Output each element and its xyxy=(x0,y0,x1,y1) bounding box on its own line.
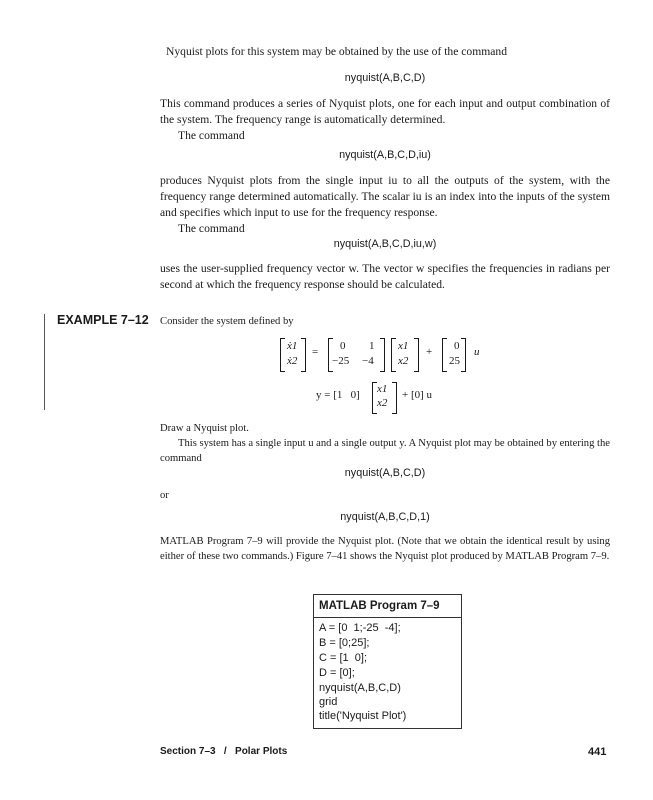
state-plus: + xyxy=(426,346,433,358)
command-nyquist-iu: nyquist(A,B,C,D,iu) xyxy=(339,149,431,161)
intro-p2-text: produces Nyquist plots from the single input iu to all the outputs of the system, with the frequency range determined automatically. The scalar iu is an index into the inputs of the system and specifies which input to use for the frequency response. xyxy=(160,174,610,219)
example-command-1: nyquist(A,B,C,D) xyxy=(344,467,426,479)
intro-paragraph-3: uses the user-supplied frequency vector w. The vector w specifies the frequencies in radians per second at which the frequency response should be calculated. xyxy=(160,262,610,291)
program-line: D = [0]; xyxy=(319,667,355,679)
example-margin-rule xyxy=(44,314,45,410)
intro-lead: Nyquist plots for this system may be obtained by the use of the command xyxy=(166,45,507,58)
intro-paragraph-1 xyxy=(160,96,610,144)
matlab-program-title: MATLAB Program 7–9 xyxy=(314,595,461,618)
command-nyquist-iu-w: nyquist(A,B,C,D,iu,w) xyxy=(333,238,437,250)
matlab-program-box xyxy=(313,594,462,729)
output-rhs: + [0] u xyxy=(402,389,433,401)
state-equals: = xyxy=(312,346,319,358)
out-x2: x2 xyxy=(377,397,388,409)
input-u: u xyxy=(474,346,480,358)
program-line: nyquist(A,B,C,D) xyxy=(319,682,401,694)
example-task: Draw a Nyquist plot. xyxy=(160,423,249,434)
program-line: C = [1 0]; xyxy=(319,652,367,664)
example-paragraph-2: MATLAB Program 7–9 will provide the Nyquist plot. (Note that we obtain the identical result by using either of these two commands.) Figure 7–41 shows the Nyquist plot produced by MATLAB Program 7–9. xyxy=(160,536,610,562)
a21: −25 xyxy=(332,355,350,367)
x1: x1 xyxy=(398,340,409,352)
intro-paragraph-2 xyxy=(160,173,610,237)
program-line: grid xyxy=(319,696,338,708)
a12: 1 xyxy=(369,340,375,352)
page-number: 441 xyxy=(588,746,607,758)
program-line: title('Nyquist Plot') xyxy=(319,710,407,722)
a11: 0 xyxy=(340,340,346,352)
footer-section: Section 7–3 / Polar Plots xyxy=(160,746,288,757)
command-nyquist-basic: nyquist(A,B,C,D) xyxy=(344,72,426,84)
b2: 25 xyxy=(449,355,460,367)
xdot2: ẋ2 xyxy=(287,355,298,367)
program-line: A = [0 1;-25 -4]; xyxy=(319,622,401,634)
output-lhs: y = [1 0] xyxy=(316,389,360,401)
intro-p1-text: This command produces a series of Nyquist plots, one for each input and output combination of the system. The frequency range is automatically determined. xyxy=(160,97,610,126)
x2: x2 xyxy=(398,355,409,367)
a22: −4 xyxy=(362,355,374,367)
example-lead: Consider the system defined by xyxy=(160,316,294,327)
program-line: B = [0;25]; xyxy=(319,637,370,649)
intro-p2-command-lead: The command xyxy=(178,222,245,235)
example-command-2: nyquist(A,B,C,D,1) xyxy=(340,511,430,523)
b1: 0 xyxy=(454,340,460,352)
example-label: EXAMPLE 7–12 xyxy=(57,313,149,327)
out-x1: x1 xyxy=(377,383,388,395)
intro-p1-command-lead: The command xyxy=(178,129,245,142)
example-paragraph-1 xyxy=(160,436,610,466)
example-p1-text: This system has a single input u and a single output y. A Nyquist plot may be obtained by entering the command xyxy=(160,438,610,464)
example-or: or xyxy=(160,490,169,501)
xdot1: ẋ1 xyxy=(287,340,298,352)
